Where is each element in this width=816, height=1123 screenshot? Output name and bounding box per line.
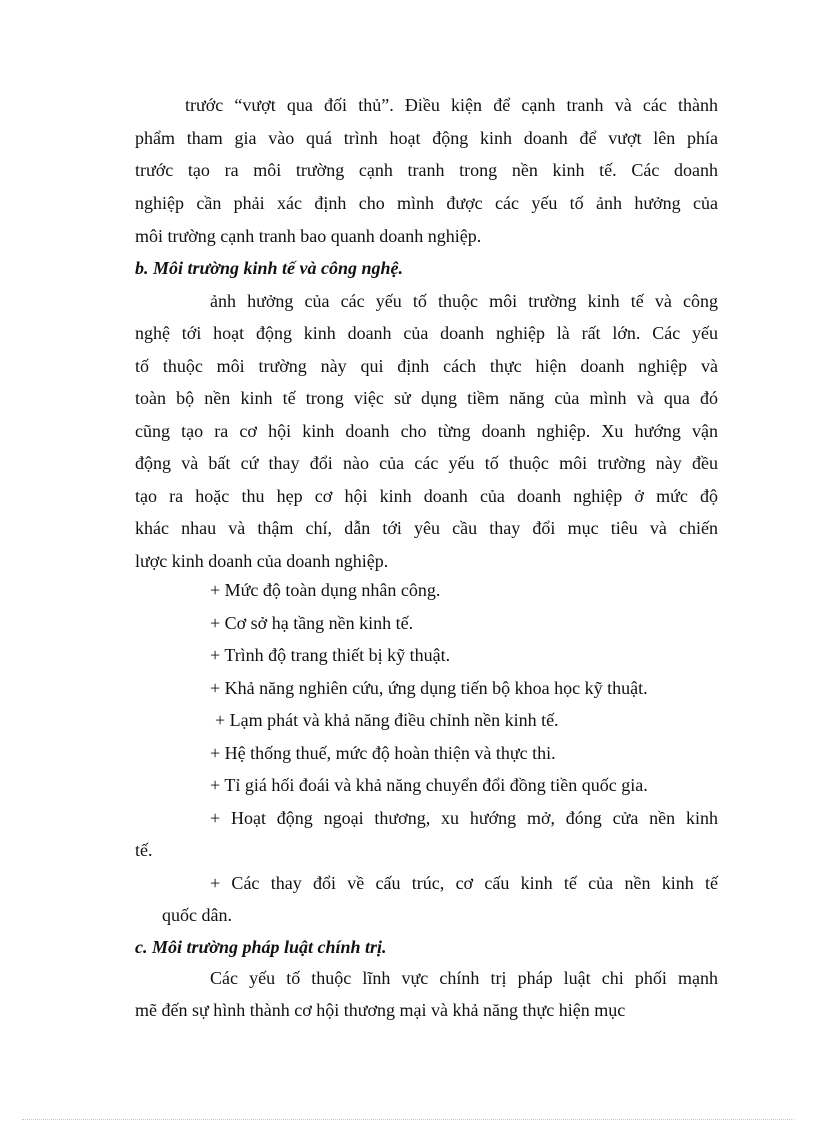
paragraph-line: tố thuộc môi trường này qui định cách thực hiện doanh nghiệp và [135, 356, 718, 376]
list-item: + Các thay đổi về cấu trúc, cơ cấu kinh tế của nền kinh tế [210, 873, 718, 893]
paragraph-line: cũng tạo ra cơ hội kinh doanh cho từng doanh nghiệp. Xu hướng vận [135, 421, 718, 441]
paragraph-line: ảnh hưởng của các yếu tố thuộc môi trường kinh tế và công [210, 291, 718, 311]
paragraph-line: nghệ tới hoạt động kinh doanh của doanh nghiệp là rất lớn. Các yếu [135, 323, 718, 343]
paragraph-line: nghiệp cần phải xác định cho mình được các yếu tố ảnh hưởng của [135, 193, 718, 213]
list-item: + Hoạt động ngoại thương, xu hướng mở, đóng cửa nền kinh [210, 808, 718, 828]
paragraph-line: trước tạo ra môi trường cạnh tranh trong nền kinh tế. Các doanh [135, 160, 718, 180]
paragraph-line: tạo ra hoặc thu hẹp cơ hội kinh doanh của doanh nghiệp ở mức độ [135, 486, 718, 506]
paragraph-line: Các yếu tố thuộc lĩnh vực chính trị pháp luật chi phối mạnh [210, 968, 718, 988]
paragraph-line: toàn bộ nền kinh tế trong việc sử dụng tiềm năng của mình và qua đó [135, 388, 718, 408]
paragraph-line: khác nhau và thậm chí, dẫn tới yêu cầu thay đổi mục tiêu và chiến [135, 518, 718, 538]
list-item: + Tỉ giá hối đoái và khả năng chuyển đổi đồng tiền quốc gia. [210, 775, 648, 795]
page-bottom-rule [22, 1119, 794, 1120]
list-item: + Mức độ toàn dụng nhân công. [210, 580, 441, 600]
list-item: + Hệ thống thuế, mức độ hoàn thiện và thực thi. [210, 743, 556, 763]
paragraph-line: môi trường cạnh tranh bao quanh doanh nghiệp. [135, 226, 482, 246]
list-item-continuation: quốc dân. [162, 905, 232, 925]
list-item: + Trình độ trang thiết bị kỹ thuật. [210, 645, 451, 665]
paragraph-line: lược kinh doanh của doanh nghiệp. [135, 551, 389, 571]
list-item-continuation: tế. [135, 840, 153, 860]
paragraph-line: mẽ đến sự hình thành cơ hội thương mại và khả năng thực hiện mục [135, 1000, 626, 1020]
paragraph-line: động và bất cứ thay đổi nào của các yếu tố thuộc môi trường này đều [135, 453, 718, 473]
list-item: + Khả năng nghiên cứu, ứng dụng tiến bộ khoa học kỹ thuật. [210, 678, 648, 698]
list-item: + Cơ sở hạ tầng nền kinh tế. [210, 613, 414, 633]
list-item: + Lạm phát và khả năng điều chỉnh nền kinh tế. [215, 710, 559, 730]
section-heading-c: c. Môi trường pháp luật chính trị. [135, 937, 387, 957]
paragraph-line: phẩm tham gia vào quá trình hoạt động kinh doanh để vượt lên phía [135, 128, 718, 148]
paragraph-line: trước “vượt qua đối thủ”. Điều kiện để cạnh tranh và các thành [185, 95, 718, 115]
section-heading-b: b. Môi trường kinh tế và công nghệ. [135, 258, 403, 278]
